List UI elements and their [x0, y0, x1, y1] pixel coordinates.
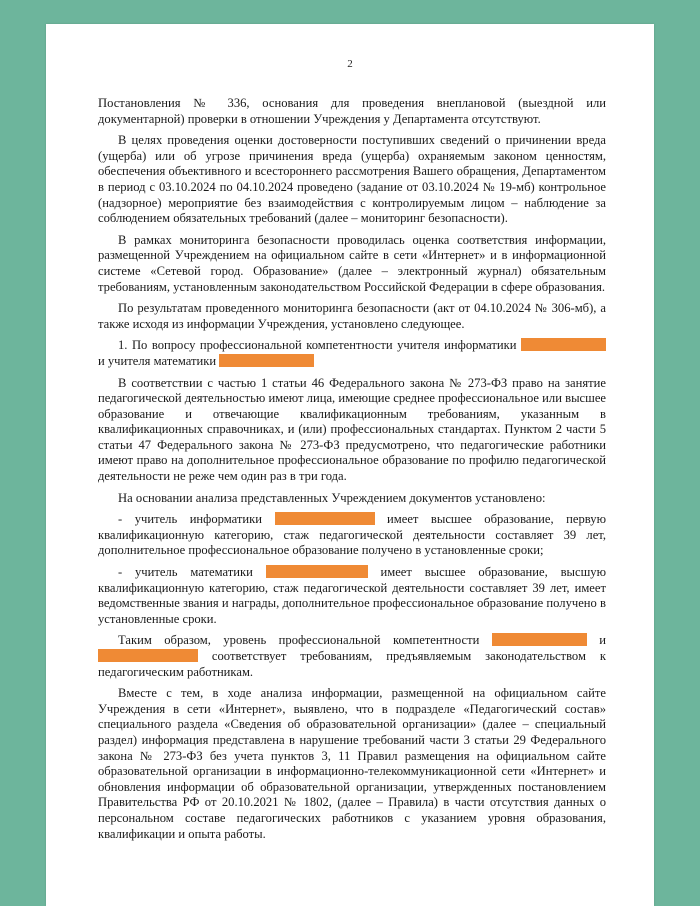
- teacher-math-details: имеет высшее образование, высшую квалификационную категорию, стаж педагогической деятельности составляет 39 лет, имеет ведомственные звания и награды, дополнительное профессиональное образование получено в установленные сроки.: [98, 565, 606, 626]
- paragraph-11: Вместе с тем, в ходе анализа информации, размещенной на официальном сайте Учреждения в сети «Интернет», выявлено, что в подразделе «Педагогический состав» специального раздела «Сведения об образовательной организации» (далее – специальный раздел) информация представлена в нарушение требований части 3 статьи 29 Федерального закона № 273-ФЗ без учета пунктов 3, 11 Правил размещения на официальном сайте образовательной организации в информационно-телекоммуникационной сети «Интернет» и обновления информации об образовательной организации, утвержденных постановлением Правительства РФ от 20.10.2021 № 1802, (далее – Правила) в части отсутствия данных о персональном составе педагогических работников с указанием уровня образования, квалификации и опыта работы.: [98, 686, 606, 841]
- paragraph-1: Постановления № 336, основания для проведения внеплановой (выездной или документарной) проверки в отношении Учреждения у Департамента отсутствуют.: [98, 96, 606, 126]
- teacher-informatics-details: имеет высшее образование, первую квалификационную категорию, стаж педагогической деятельности составляет 39 лет, дополнительное профессиональное образование получено в установленные сроки;: [98, 512, 607, 558]
- page-number: 2: [347, 58, 353, 70]
- conclusion-c: соответствует требованиям, предъявляемым законодательством к педагогическим работникам.: [98, 649, 606, 679]
- redacted-name: [521, 338, 606, 351]
- paragraph-10: [98, 633, 606, 680]
- teacher-informatics-label: - учитель информатики: [118, 512, 262, 527]
- redacted-name: [266, 565, 368, 578]
- document-page: [46, 24, 654, 906]
- paragraph-6: В соответствии с частью 1 статьи 46 Федерального закона № 273-ФЗ право на занятие педагогической деятельностью имеют лица, имеющие среднее профессиональное или высшее образование и отвечающие квалификационным требованиям, указанным в квалификационных справочниках, и (или) профессиональных стандартах. Пунктом 2 части 5 статьи 47 Федерального закона № 273-ФЗ предусмотрено, что педагогические работники имеют право на дополнительное профессиональное образование по профилю педагогической деятельности не реже чем один раз в три года.: [98, 375, 606, 484]
- document-body: [98, 96, 606, 848]
- paragraph-7: На основании анализа представленных Учреждением документов установлено:: [118, 490, 546, 505]
- teacher-math-label: - учитель математики: [118, 565, 253, 580]
- paragraph-9: [98, 565, 606, 627]
- redacted-name: [219, 354, 314, 367]
- conclusion-a: Таким образом, уровень профессиональной компетентности: [118, 633, 480, 648]
- paragraph-4: По результатам проведенного мониторинга безопасности (акт от 04.10.2024 № 306-мб), а также исходя из информации Учреждения, установлено следующее.: [98, 301, 606, 331]
- redacted-name: [275, 512, 375, 525]
- section-1-heading-a: 1. По вопросу профессиональной компетентности учителя информатики: [118, 338, 517, 353]
- conclusion-b: и: [599, 633, 606, 648]
- redacted-name: [492, 633, 587, 646]
- redacted-name: [98, 649, 198, 662]
- paragraph-2: В целях проведения оценки достоверности поступивших сведений о причинении вреда (ущерба) или об угрозе причинения вреда (ущерба) охраняемым законом ценностям, обеспечения объективного и всестороннего рассмотрения Вашего обращения, Департаментом в период с 03.10.2024 по 04.10.2024 проведено (задание от 03.10.2024 № 19-мб) контрольное (надзорное) мероприятие без взаимодействия с контролируемым лицом – наблюдение за соблюдением обязательных требований (далее – мониторинг безопасности).: [98, 133, 606, 226]
- paragraph-3: В рамках мониторинга безопасности проводилась оценка соответствия информации, размещенной Учреждением на официальном сайте в сети «Интернет» и в информационной системе «Сетевой город. Образование» (далее – электронный журнал) обязательным требованиям, установленным законодательством Российской Федерации в сфере образования.: [98, 232, 606, 294]
- section-1-heading-b: и учителя математики: [98, 353, 217, 368]
- paragraph-5: [98, 338, 606, 369]
- paragraph-8: [98, 512, 606, 559]
